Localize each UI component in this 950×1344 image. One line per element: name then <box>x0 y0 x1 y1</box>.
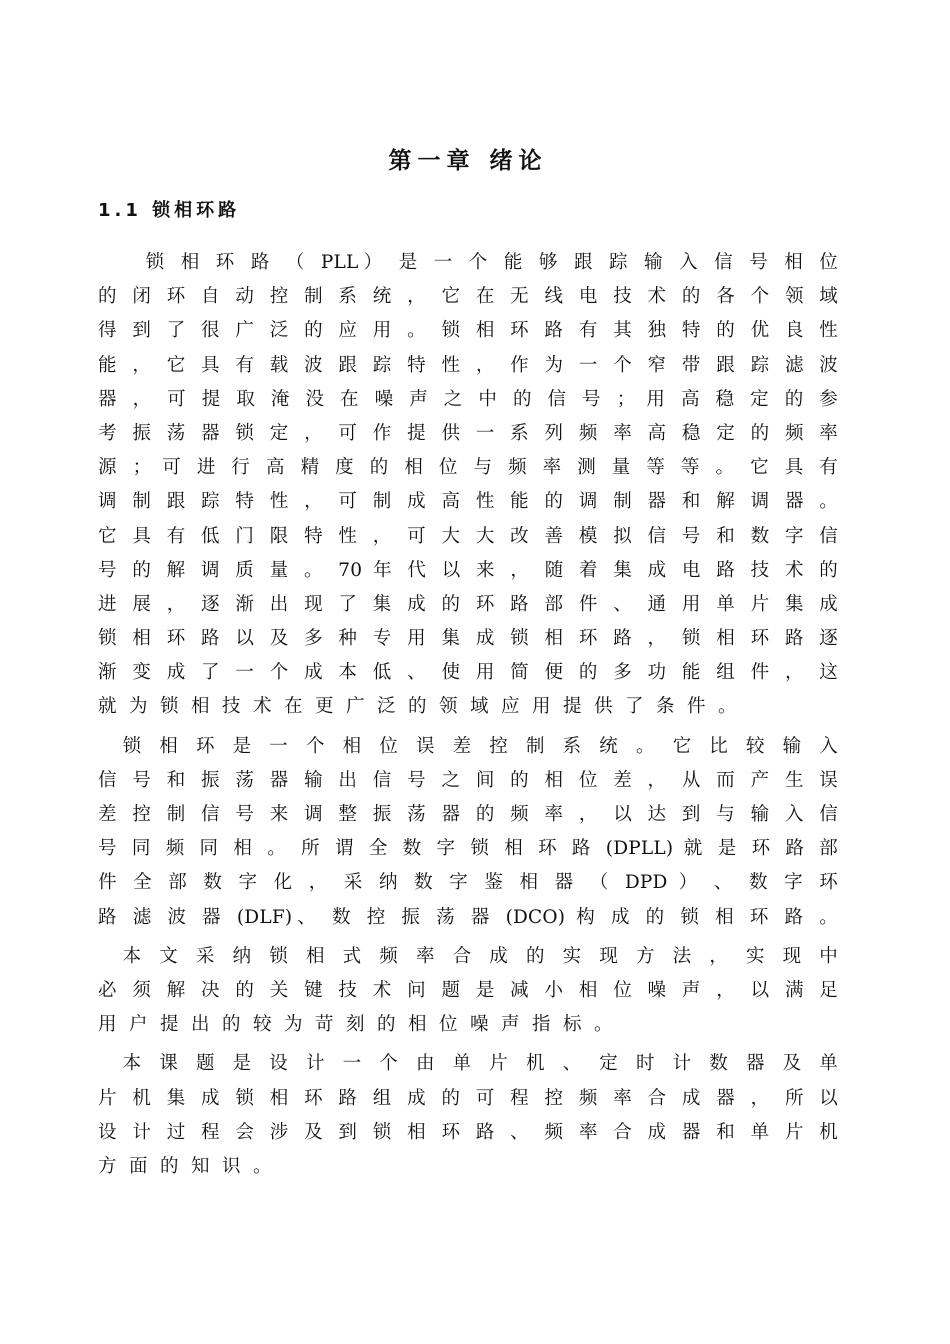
text-line: 号 同 频 同 相 。 所 谓 全 数 字 锁 相 环 路 (DPLL) 就 是 环 路 部 <box>98 838 838 860</box>
paragraph-3 <box>98 940 838 1043</box>
text-line: 锁 相 环 是 一 个 相 位 误 差 控 制 系 统 。 它 比 较 输 入 <box>98 735 838 757</box>
section-title: 1.1 锁相环路 <box>98 200 241 221</box>
paragraph-2 <box>98 730 838 935</box>
text-line: 片 机 集 成 锁 相 环 路 组 成 的 可 程 控 频 率 合 成 器 ， 所 以 <box>98 1087 838 1109</box>
text-line: 本 文 采 纳 锁 相 式 频 率 合 成 的 实 现 方 法 ， 实 现 中 <box>98 945 838 967</box>
text-line: 必 须 解 决 的 关 键 技 术 问 题 是 减 小 相 位 噪 声 ， 以 满 足 <box>98 979 838 1001</box>
text-line: 号 的 解 调 质 量 。 70 年 代 以 来 ， 随 着 集 成 电 路 技 术 的 <box>98 559 838 581</box>
text-line: 差 控 制 信 号 来 调 整 振 荡 器 的 频 率 ， 以 达 到 与 输 入 信 <box>98 804 838 825</box>
text-line: 考 振 荡 器 锁 定 ， 可 作 提 供 一 系 列 频 率 高 稳 定 的 频 率 <box>98 422 838 444</box>
text-line: 就为锁相技术在更广泛的领域应用提供了条件。 <box>98 696 750 718</box>
text-line: 得 到 了 很 广 泛 的 应 用 。 锁 相 环 路 有 其 独 特 的 优 良 性 <box>98 320 838 342</box>
document-page <box>98 0 838 1344</box>
text-line: 能 ， 它 具 有 载 波 跟 踪 特 性 ， 作 为 一 个 窄 带 跟 踪 滤 波 <box>98 354 838 376</box>
text-line: 本 课 题 是 设 计 一 个 由 单 片 机 、 定 时 计 数 器 及 单 <box>98 1053 838 1075</box>
text-line: 的 闭 环 自 动 控 制 系 统 ， 它 在 无 线 电 技 术 的 各 个 领 域 <box>98 286 838 308</box>
text-line: 源 ； 可 进 行 高 精 度 的 相 位 与 频 率 测 量 等 等 。 它 具 有 <box>98 457 838 479</box>
chapter-title: 第一章 绪论 <box>388 148 548 174</box>
text-line: 它 具 有 低 门 限 特 性 ， 可 大 大 改 善 模 拟 信 号 和 数 字 信 <box>98 525 838 547</box>
body-text <box>98 246 838 1184</box>
text-line: 进 展 ， 逐 渐 出 现 了 集 成 的 环 路 部 件 、 通 用 单 片 集 成 <box>98 593 838 615</box>
text-line: 渐 变 成 了 一 个 成 本 低 、 使 用 简 便 的 多 功 能 组 件 ， 这 <box>98 662 838 684</box>
paragraph-4 <box>98 1047 838 1184</box>
text-line: 设 计 过 程 会 涉 及 到 锁 相 环 路 、 频 率 合 成 器 和 单 片 机 <box>98 1121 838 1143</box>
text-line: 信 号 和 振 荡 器 输 出 信 号 之 间 的 相 位 差 ， 从 而 产 生 误 <box>98 769 838 791</box>
text-line: 锁 相 环 路 （ PLL） 是 一 个 能 够 跟 踪 输 入 信 号 相 位 <box>98 252 838 273</box>
text-line: 用户提出的较为苛刻的相位噪声指标。 <box>98 1014 626 1036</box>
text-line: 路 滤 波 器 (DLF)、 数 控 振 荡 器 (DCO) 构 成 的 锁 相 环 路 。 <box>98 906 838 928</box>
text-line: 器 ， 可 提 取 淹 没 在 噪 声 之 中 的 信 号 ； 用 高 稳 定 的 参 <box>98 388 838 410</box>
text-line: 方面的知识。 <box>98 1155 285 1177</box>
text-line: 件 全 部 数 字 化 ， 采 纳 数 字 鉴 相 器 （ DPD ） 、 数 字 环 <box>98 872 838 894</box>
text-line: 锁 相 环 路 以 及 多 种 专 用 集 成 锁 相 环 路 ， 锁 相 环 路 逐 <box>98 628 838 650</box>
paragraph-1 <box>98 246 838 725</box>
text-line: 调 制 跟 踪 特 性 ， 可 制 成 高 性 能 的 调 制 器 和 解 调 器 。 <box>98 491 838 513</box>
